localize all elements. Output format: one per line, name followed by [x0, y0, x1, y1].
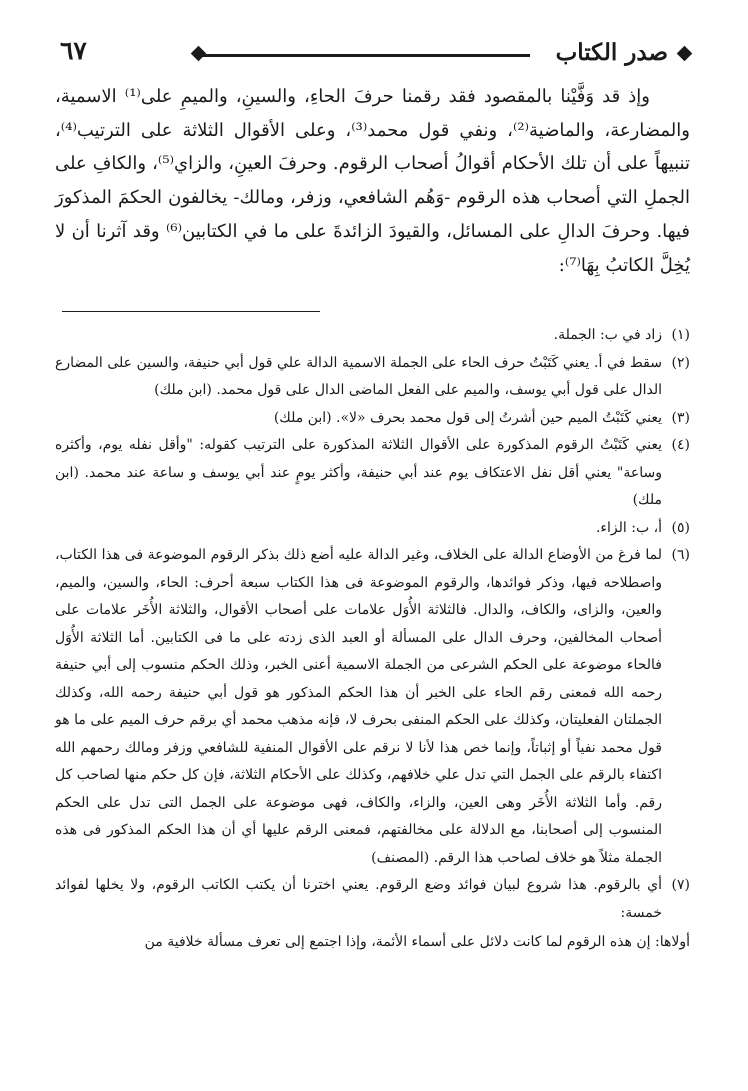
footnotes	[55, 322, 690, 957]
footnote-number: (٥)	[671, 519, 690, 536]
footnote-number: (٤)	[671, 437, 690, 453]
footnote-number: (٧)	[671, 877, 690, 893]
footnote-3	[55, 405, 690, 433]
footnote-text: أ، ب: الزاء.	[595, 519, 662, 536]
footnote-number: (١)	[671, 327, 690, 343]
footnote-number: (٣)	[671, 409, 690, 426]
running-title: صدر الكتاب	[555, 39, 668, 66]
page-number: ٦٧	[60, 36, 87, 65]
footnote-5	[55, 515, 690, 543]
footnote-text: سقط في أ. يعني كَتَبْتُ حرف الحاء على الجملة الاسمية الدالة علي قول أبي حنيفة، والسين على المضارع الدال على قول أبي يوسف، والميم على الفعل الماضى الدال على قول محمد. (ابن ملك)	[55, 354, 662, 398]
footnote-text: زاد في ب: الجملة.	[553, 327, 662, 343]
main-text-block	[55, 80, 690, 282]
page-header	[58, 30, 690, 70]
footnote-text: أي بالرقوم. هذا شروع لبيان فوائد وضع الرقوم. يعني اخترنا أن يكتب الكاتب الرقوم، ولا يخلها لفوائد خمسة:	[55, 877, 662, 921]
footnote-number: (٢)	[671, 354, 690, 371]
header-rule	[200, 54, 530, 57]
footnote-2	[55, 350, 690, 405]
footnote-text: يعني كَتَبْتُ الرقوم المذكورة على الأقوال الثلاثة المذكورة على الترتيب كقوله: "وأقل نفله يوم، وأكثره وساعة" يعني أقل نفل الاعتكاف يوم عند أبي حنيفة، وأكثر يومٍ عند أبي يوسف و ساعة عند محمد. (ابن ملك)	[55, 437, 662, 508]
footnote-text: يعني كَتَبْتُ الميم حين أشرتُ إلى قول محمد بحرف «لا». (ابن ملك)	[273, 409, 662, 426]
footnote-1	[55, 322, 690, 350]
diamond-ornament-right	[677, 46, 693, 62]
footnote-7	[55, 872, 690, 927]
footnote-4	[55, 432, 690, 515]
main-paragraph: وإذ قد وَفَّيْنا بالمقصود فقد رقمنا حرفَ الحاءِ، والسينِ، والميمِ على⁽¹⁾ الاسمية، والمضارعة، والماضية⁽²⁾، ونفي قول محمد⁽³⁾، وعلى الأقوال الثلاثة على الترتيب⁽⁴⁾، تنبيهاً على أن تلك الأحكام أقوالُ أصحاب الرقوم. وحرفَ العينِ، والزاي⁽⁵⁾، والكافِ على الجملِ التي أصحاب هذه الرقوم -وَهُم الشافعي، وزفر، ومالك- يخالفون الحكمَ المذكورَ فيها. وحرفَ الدالِ على المسائل، والقيودَ الزائدةَ على ما في الكتابين⁽⁶⁾ وقد آثرنا أن لا يُخِلَّ الكاتبُ بِهَا⁽⁷⁾:	[55, 86, 690, 276]
footnote-separator	[62, 311, 320, 312]
footnote-6	[55, 542, 690, 872]
footnote-text: لما فرغ من الأوضاع الدالة على الخلاف، وغير الدالة عليه أضع ذلك بذكر الرقوم الموضوعة فى هذا الكتاب، واصطلاحه فيها، وذكر فوائدها، والرقوم الموضوعة فى هذا الكتاب سبعة أحرف: الحاء، والسين، والميم، والعين، والزاى، والكاف، والدال. فالثلاثة الأُوَل علامات على أصحاب الأقوال، والثلاثة الأُخَر علامات على أصحاب المخالفين، وحرف الدال على المسألة أو العبد الذى زدته على ما فى الكتابين. أما الثلاثة الأُوَل فالحاء موضوعة على الحكم الشرعى من الجملة الاسمية أعنى الخبر، وذلك الحكم منسوب إلى أبي حنيفة رحمه الله فمعنى رقم الحاء على الخبر أن هذا الحكم المذكور هو قول أبي حنيفة رحمه الله، وكذلك الجملتان الفعليتان، وكذلك على الحكم المنفى بحرف لا، فإنه مذهب محمد أي برقم حرف الميم على ما هو قول محمد نفياً أو إثباتاً، وإنما خص هذا لأنا لا نرقم على الأقوال المنفية للشافعي وزفر ومالك رحمهم الله اكتفاء بالرقم على الجمل التي تدل علي خلافهم، وكذلك على الأحكام الثلاثة، فإن كل حكم منها لصاحب كل رقم. وأما الثلاثة الأُخَر وهى العين، والزاء، والكاف، فهى موضوعة على الجمل التى تدل على الحكم المنسوب إلى أصحابنا، مع الدلالة على مخالفتهم، فمعنى الرقم عليها أي أن هذا الحكم المذكور فى هذه الجملة مثلاً هو خلاف لصاحب هذا الرقم. (المصنف)	[55, 547, 662, 866]
footnote-continuation: أولاها: إن هذه الرقوم لما كانت دلائل على أسماء الأئمة، وإذا اجتمع إلى تعرف مسألة خلافية من	[144, 934, 690, 950]
footnote-number: (٦)	[671, 547, 690, 563]
